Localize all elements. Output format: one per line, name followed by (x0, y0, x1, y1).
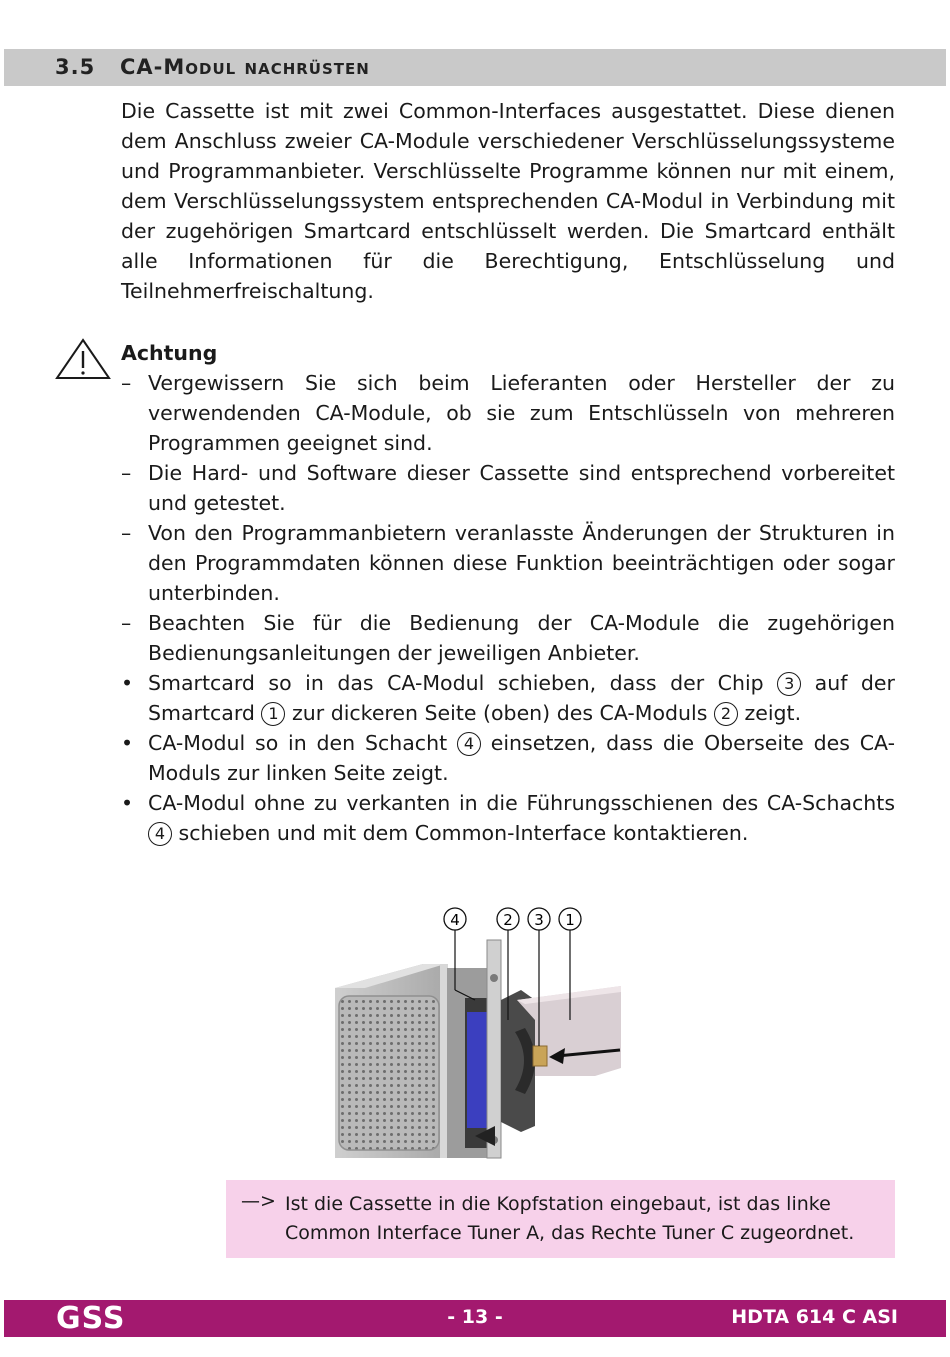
note-text: Ist die Cassette in die Kopfstation eingebaut, ist das linke Common Interface Tuner A, das Rechte Tuner C zugeordnet. (285, 1193, 855, 1244)
ca-module-illustration (325, 900, 625, 1162)
figure-callout: 3 (534, 911, 544, 929)
callout-circle: 4 (457, 732, 481, 756)
list-item: • Smartcard so in das CA-Modul schieben, dass der Chip 3 auf der Smartcard 1 zur dickeren Seite (oben) des CA-Moduls 2 zeigt. (121, 668, 895, 728)
warning-triangle-icon (55, 338, 111, 380)
list-item: – Vergewissern Sie sich beim Lieferanten oder Hersteller der zu verwendenden CA-Module, ob sie zum Entschlüsseln von mehreren Programmen geeignet sind. (121, 368, 895, 458)
list-item: – Die Hard- und Software dieser Cassette sind entsprechend vorbereitet und getestet. (121, 458, 895, 518)
intro-paragraph: Die Cassette ist mit zwei Common-Interfaces ausgestattet. Diese dienen dem Anschluss zweier CA-Module verschiedener Verschlüsselungssysteme und Programmanbieter. Verschlüsselte Programme können nur mit einem, dem Verschlüsselungssystem entsprechenden CA-Modul in Verbindung mit der zugehörigen Smartcard entschlüsselt werden. Die Smartcard enthält alle Informationen für die Berechtigung, Entschlüsselung und Teilnehmerfreischaltung. (121, 99, 895, 303)
list-item: • CA-Modul ohne zu verkanten in die Führungsschienen des CA-Schachts 4 schieben und mit dem Common-Interface kontaktieren. (121, 788, 895, 848)
bullet-mark: • (121, 731, 134, 755)
section-title: CA-Modul nachrüsten (120, 55, 370, 79)
callout-circle: 1 (261, 702, 285, 726)
page-number: - 13 - (447, 1306, 503, 1328)
model-name: HDTA 614 C ASI (731, 1306, 898, 1328)
callout-circle: 4 (148, 822, 172, 846)
note-box (226, 1180, 895, 1258)
figure-callout: 4 (450, 911, 460, 929)
section-number: 3.5 (55, 55, 96, 79)
footer-bar (4, 1300, 946, 1337)
list-item: • CA-Modul so in den Schacht 4 einsetzen, dass die Oberseite des CA-Moduls zur linken Seite zeigt. (121, 728, 895, 788)
warning-list (121, 368, 895, 848)
callout-circle: 3 (777, 672, 801, 696)
figure-callout: 1 (565, 911, 575, 929)
note-arrow-icon: —> (241, 1190, 276, 1212)
brand-logo: GSS (56, 1301, 126, 1336)
bullet-mark: • (121, 791, 134, 815)
warning-heading: Achtung (121, 341, 218, 365)
dash-mark: – (121, 521, 132, 545)
callout-circle: 2 (714, 702, 738, 726)
figure-callout: 2 (503, 911, 513, 929)
dash-mark: – (121, 611, 132, 635)
list-item: – Von den Programmanbietern veranlasste Änderungen der Strukturen in den Programmdaten können diese Funktion beeinträchtigen oder sogar unterbinden. (121, 518, 895, 608)
dash-mark: – (121, 371, 132, 395)
bullet-mark: • (121, 671, 134, 695)
list-item: – Beachten Sie für die Bedienung der CA-Module die zugehörigen Bedienungsanleitungen der jeweiligen Anbieter. (121, 608, 895, 668)
dash-mark: – (121, 461, 132, 485)
